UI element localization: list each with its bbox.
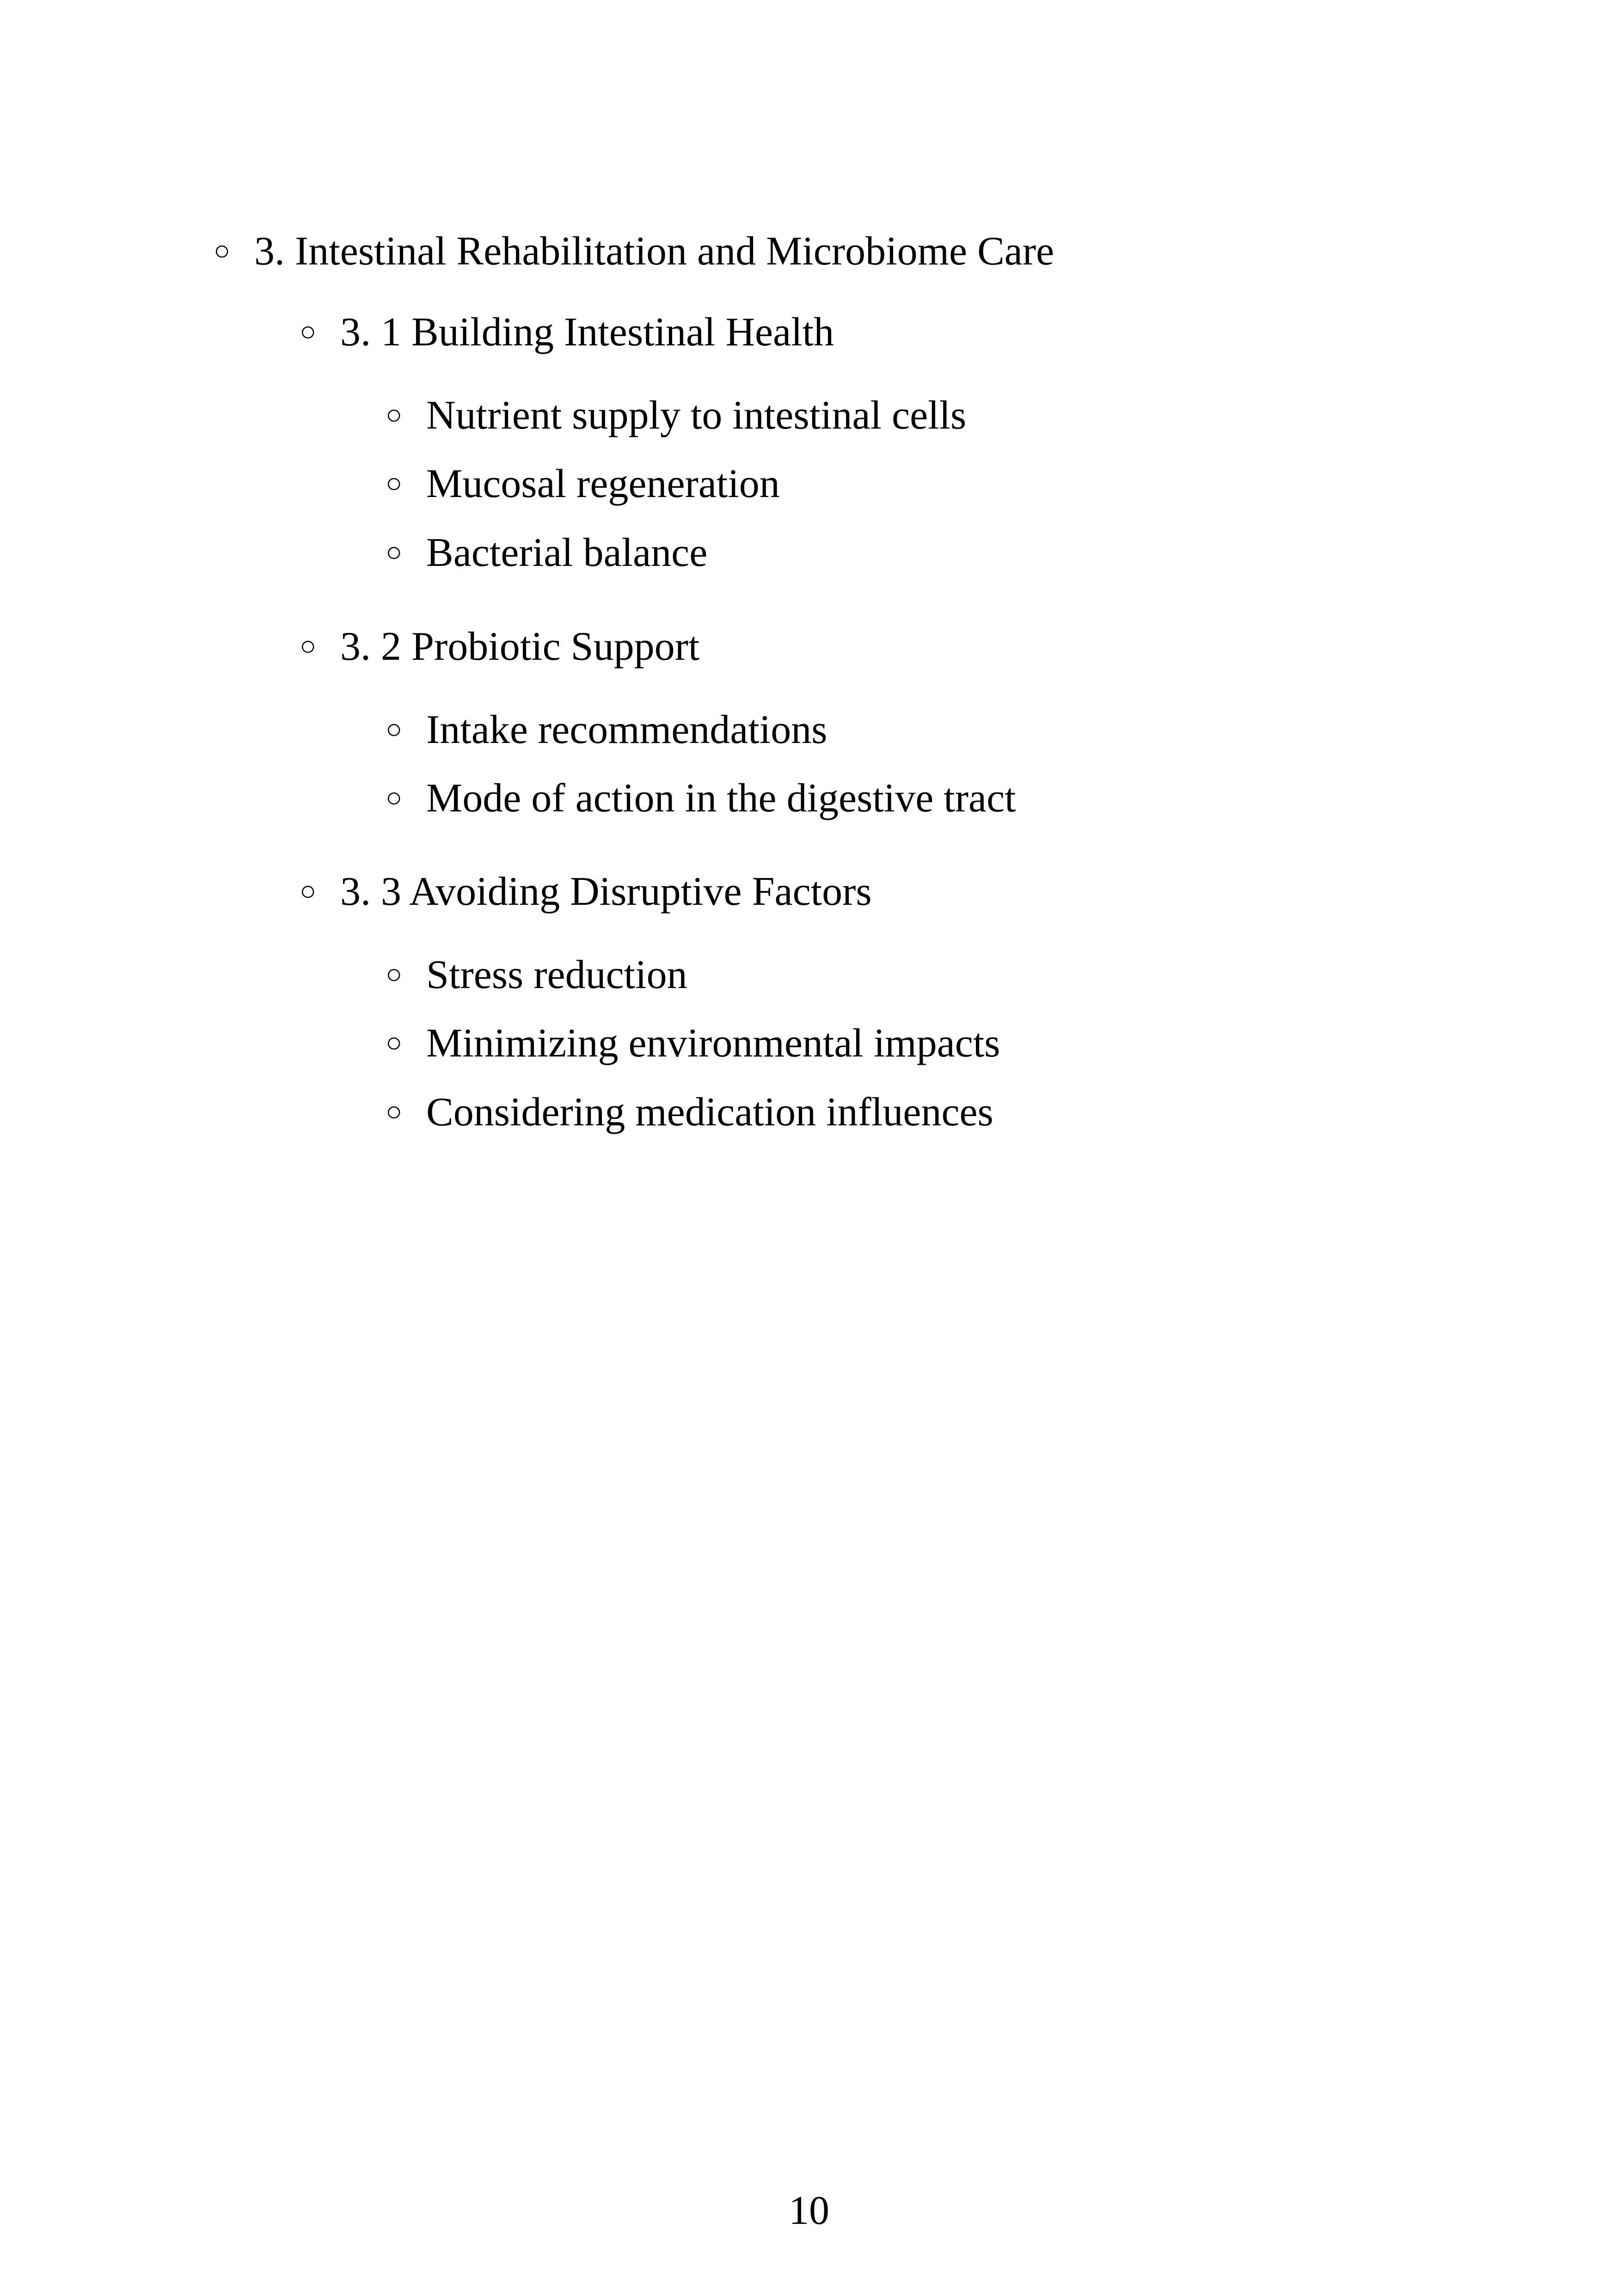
- section-heading: [214, 231, 1054, 272]
- list-item-text: Bacterial balance: [426, 530, 708, 575]
- circle-bullet-icon: ○: [386, 782, 403, 813]
- list-item: [386, 1092, 993, 1133]
- circle-bullet-icon: ○: [386, 537, 403, 567]
- circle-bullet-icon: ○: [300, 876, 317, 906]
- circle-bullet-icon: ○: [300, 631, 317, 661]
- subsection-title: 3. 3 Avoiding Disruptive Factors: [340, 869, 872, 914]
- list-item-text: Considering medication influences: [426, 1090, 993, 1135]
- list-item: [386, 952, 687, 997]
- circle-bullet-icon: ○: [300, 316, 317, 347]
- circle-bullet-icon: ○: [386, 468, 403, 498]
- circle-bullet-icon: ○: [386, 959, 403, 989]
- list-item: [386, 461, 780, 506]
- list-item-text: Mucosal regeneration: [426, 461, 780, 506]
- circle-bullet-icon: ○: [386, 714, 403, 744]
- subsection-title: 3. 2 Probiotic Support: [340, 624, 700, 669]
- subsection-title: 3. 1 Building Intestinal Health: [340, 310, 834, 355]
- page-number: 10: [789, 2188, 829, 2233]
- list-item-text: Stress reduction: [426, 952, 687, 997]
- circle-bullet-icon: ○: [386, 1027, 403, 1058]
- list-item-text: Mode of action in the digestive tract: [426, 776, 1016, 821]
- circle-bullet-icon: ○: [214, 235, 231, 266]
- list-item-text: Intake recommendations: [426, 707, 827, 752]
- list-item: [386, 395, 966, 436]
- list-item: [386, 778, 1016, 819]
- list-item: [386, 530, 708, 575]
- list-item: [386, 707, 827, 752]
- list-item-text: Minimizing environmental impacts: [426, 1021, 1000, 1066]
- section-title: 3. Intestinal Rehabilitation and Microbiome Care: [254, 229, 1054, 274]
- subsection-heading: [300, 869, 872, 914]
- list-item: [386, 1023, 1000, 1064]
- circle-bullet-icon: ○: [386, 399, 403, 430]
- circle-bullet-icon: ○: [386, 1096, 403, 1127]
- list-item-text: Nutrient supply to intestinal cells: [426, 393, 967, 438]
- subsection-heading: [300, 312, 834, 353]
- subsection-heading: [300, 626, 699, 667]
